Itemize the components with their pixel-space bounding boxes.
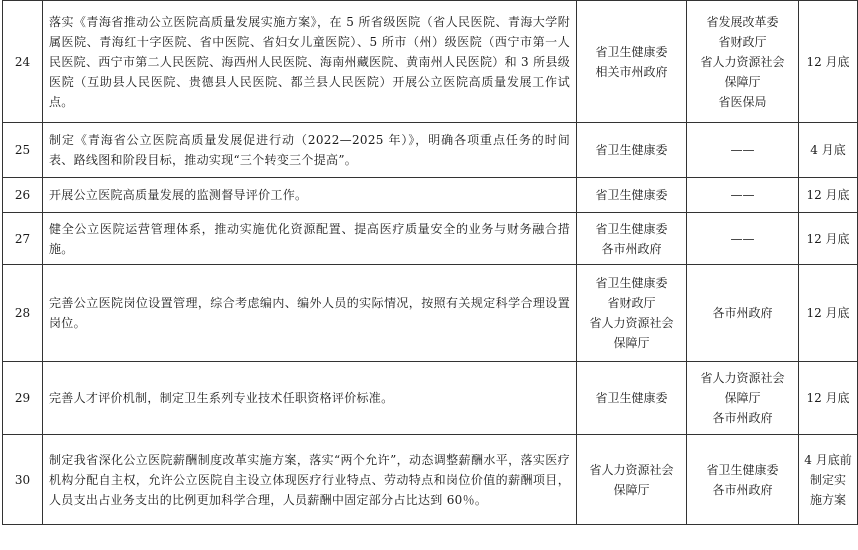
lead-unit-cell [577, 435, 687, 525]
row-number: 27 [3, 213, 43, 265]
deadline-line: 4 月底 [810, 143, 846, 157]
lead-unit-cell [577, 123, 687, 178]
lead-unit-line: 相关市州政府 [595, 64, 668, 79]
deadline-cell [799, 213, 858, 265]
task-description: 开展公立医院高质量发展的监测督导评价工作。 [43, 178, 577, 213]
cooperating-unit-cell [687, 213, 799, 265]
lead-unit-line: 保障厅 [613, 482, 650, 497]
cooperating-unit-cell [687, 123, 799, 178]
deadline-cell [799, 265, 858, 362]
cooperating-unit-line: 各市州政府 [712, 306, 773, 320]
table-row [3, 265, 858, 362]
table-row [3, 213, 858, 265]
task-description: 健全公立医院运营管理体系，推动实施优化资源配置、提高医疗质量安全的业务与财务融合措施。 [43, 213, 577, 265]
lead-unit-line: 省人力资源社会 [589, 316, 674, 330]
lead-unit-line: 省人力资源社会 [589, 462, 674, 477]
table-row [3, 1, 858, 123]
row-number: 30 [3, 435, 43, 525]
row-number: 25 [3, 123, 43, 178]
lead-unit-line: 省卫生健康委 [595, 143, 668, 157]
task-description: 完善公立医院岗位设置管理，综合考虑编内、编外人员的实际情况，按照有关规定科学合理设置岗位。 [43, 265, 577, 362]
task-table [2, 0, 858, 525]
lead-unit-line: 省卫生健康委 [595, 276, 668, 290]
deadline-cell [799, 178, 858, 213]
lead-unit-line: 各市州政府 [601, 241, 662, 256]
deadline-cell [799, 1, 858, 123]
lead-unit-cell [577, 213, 687, 265]
task-table-body [3, 1, 858, 525]
deadline-cell [799, 123, 858, 178]
deadline-line: 12 月底 [806, 391, 850, 405]
deadline-line: 12 月底 [806, 306, 850, 320]
row-number: 28 [3, 265, 43, 362]
deadline-line: 12 月底 [806, 54, 850, 69]
lead-unit-line: 省卫生健康委 [595, 44, 668, 59]
task-description: 制定《青海省公立医院高质量发展促进行动（2022—2025 年）》，明确各项重点任务的时间表、路线图和阶段目标，推动实现“三个转变三个提高”。 [43, 123, 577, 178]
cooperating-unit-line: 保障厅 [724, 74, 761, 89]
deadline-line: 12 月底 [806, 188, 850, 202]
cooperating-unit-line: 省卫生健康委 [706, 462, 779, 477]
cooperating-unit-line: 省财政厅 [718, 34, 767, 49]
row-number: 24 [3, 1, 43, 123]
cooperating-unit-line: —— [730, 143, 755, 157]
cooperating-unit-line: 各市州政府 [712, 411, 773, 425]
cooperating-unit-line: 省医保局 [718, 94, 767, 109]
cooperating-unit-cell [687, 362, 799, 435]
deadline-line: 制定实 [809, 472, 846, 487]
lead-unit-cell [577, 362, 687, 435]
cooperating-unit-line: —— [730, 231, 755, 246]
cooperating-unit-line: 省人力资源社会 [700, 54, 785, 69]
lead-unit-cell [577, 1, 687, 123]
task-description: 落实《青海省推动公立医院高质量发展实施方案》，在 5 所省级医院（省人民医院、青海大学附属医院、青海红十字医院、省中医院、省妇女儿童医院）、5 所市（州）级医院（西宁市第一人民医院、西宁市第二人民医院、海西州人民医院、海南州藏医院、黄南州人民医院）和 3 所县级医院（互助县人民医院、贵德县人民医院、都兰县人民医院）开展公立医院高质量发展工作试点。 [43, 1, 577, 123]
cooperating-unit-cell [687, 435, 799, 525]
table-row [3, 435, 858, 525]
deadline-line: 4 月底前 [804, 452, 852, 467]
cooperating-unit-cell [687, 265, 799, 362]
table-row [3, 178, 858, 213]
cooperating-unit-line: 保障厅 [724, 391, 761, 405]
lead-unit-line: 省卫生健康委 [595, 188, 668, 202]
lead-unit-line: 省卫生健康委 [595, 391, 668, 405]
table-row [3, 362, 858, 435]
lead-unit-cell [577, 178, 687, 213]
lead-unit-line: 保障厅 [613, 336, 650, 350]
cooperating-unit-line: 省发展改革委 [706, 14, 779, 29]
row-number: 29 [3, 362, 43, 435]
lead-unit-line: 省财政厅 [607, 296, 656, 310]
lead-unit-line: 省卫生健康委 [595, 221, 668, 236]
cooperating-unit-line: 各市州政府 [712, 482, 773, 497]
deadline-line: 12 月底 [806, 231, 850, 246]
cooperating-unit-cell [687, 178, 799, 213]
lead-unit-cell [577, 265, 687, 362]
deadline-cell [799, 362, 858, 435]
cooperating-unit-cell [687, 1, 799, 123]
row-number: 26 [3, 178, 43, 213]
task-description: 完善人才评价机制，制定卫生系列专业技术任职资格评价标准。 [43, 362, 577, 435]
table-row [3, 123, 858, 178]
task-description: 制定我省深化公立医院薪酬制度改革实施方案，落实“两个允许”，动态调整薪酬水平，落实医疗机构分配自主权，允许公立医院自主设立体现医疗行业特点、劳动特点和岗位价值的薪酬项目，人员支出占业务支出的比例更加科学合理，人员薪酬中固定部分占比达到 60％。 [43, 435, 577, 525]
deadline-line: 施方案 [809, 492, 846, 507]
cooperating-unit-line: 省人力资源社会 [700, 371, 785, 385]
cooperating-unit-line: —— [730, 188, 755, 202]
deadline-cell [799, 435, 858, 525]
